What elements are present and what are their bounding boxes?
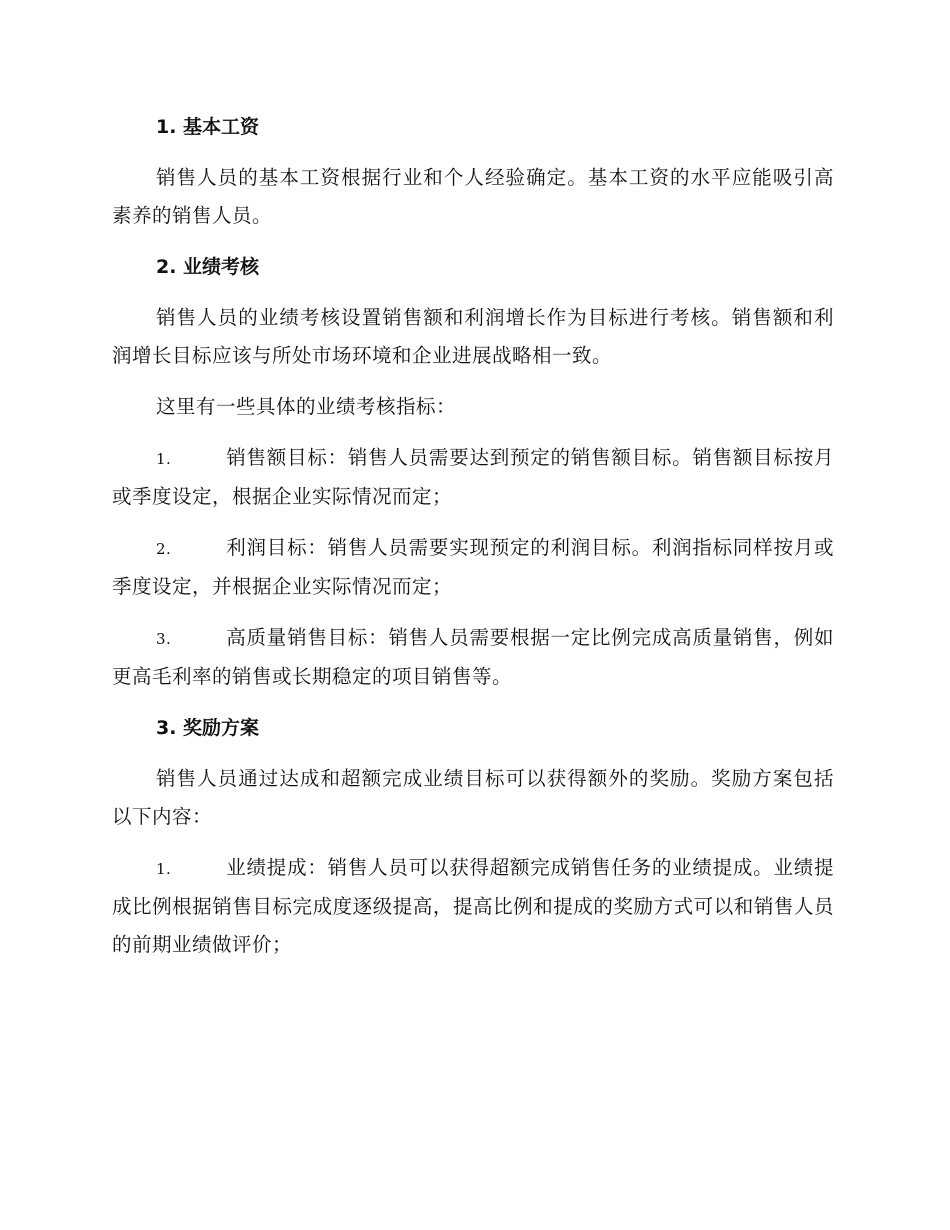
list-item-text: 高质量销售目标：销售人员需要根据一定比例完成高质量销售，例如更高毛利率的销售或长期稳定的项目销售等。 (112, 626, 834, 688)
list-item-number: 3. (156, 630, 172, 648)
document-page (112, 108, 834, 977)
list-item-text: 利润目标：销售人员需要实现预定的利润目标。利润指标同样按月或季度设定，并根据企业实际情况而定； (112, 536, 834, 598)
list-item-text: 业绩提成：销售人员可以获得超额完成销售任务的业绩提成。业绩提成比例根据销售目标完成度逐级提高，提高比例和提成的奖励方式可以和销售人员的前期业绩做评价； (112, 856, 834, 956)
list-item-number: 1. (156, 860, 172, 878)
performance-review-paragraph: 销售人员的业绩考核设置销售额和利润增长作为目标进行考核。销售额和利润增长目标应该与所处市场环境和企业进展战略相一致。 (112, 306, 834, 367)
section-heading-reward-plan: 3. 奖励方案 (156, 717, 260, 739)
list-item-quality-sales-target (112, 619, 834, 696)
reward-plan-paragraph: 销售人员通过达成和超额完成业绩目标可以获得额外的奖励。奖励方案包括以下内容： (112, 767, 834, 828)
section-heading-performance-review: 2. 业绩考核 (156, 256, 260, 278)
list-item-sales-target (112, 439, 834, 516)
list-item-number: 2. (156, 540, 172, 558)
list-item-text: 销售额目标：销售人员需要达到预定的销售额目标。销售额目标按月或季度设定，根据企业实际情况而定； (112, 446, 834, 508)
list-item-profit-target (112, 529, 834, 606)
list-item-number: 1. (156, 450, 172, 468)
performance-metrics-intro: 这里有一些具体的业绩考核指标： (156, 395, 457, 418)
base-salary-paragraph: 销售人员的基本工资根据行业和个人经验确定。基本工资的水平应能吸引高素养的销售人员。 (112, 166, 834, 227)
section-heading-base-salary: 1. 基本工资 (156, 116, 260, 138)
list-item-commission (112, 849, 834, 964)
